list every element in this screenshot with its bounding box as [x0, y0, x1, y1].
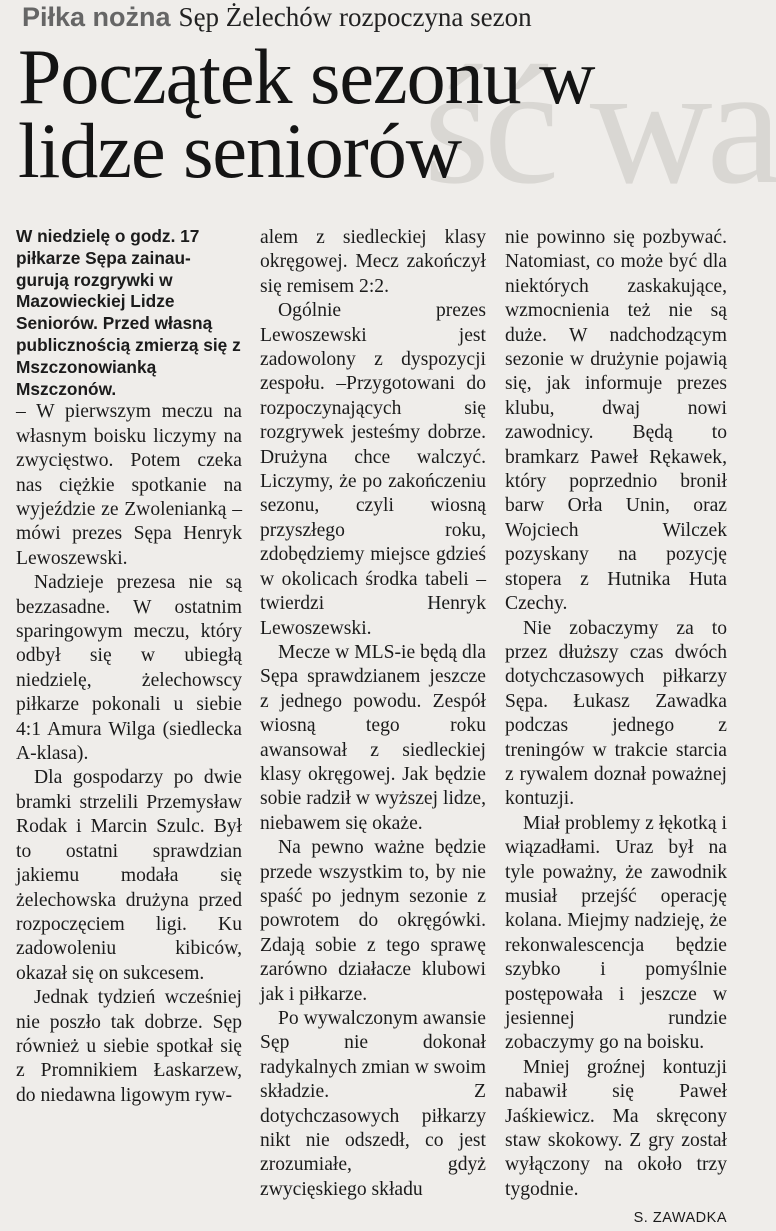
column-2	[260, 226, 486, 1202]
paragraph: Miał problemy z łękotką i wiązadłami. Uraz był na tyle poważny, że zawodnik musiał przejść operację kolana. Miejmy nadzieję, że rekonwalescencja będzie szybko i pomyślnie postępowała i jeszcze w jesiennej rundzie zobaczymy go na boisku.	[505, 812, 727, 1054]
paragraph: Ogólnie prezes Lewoszewski jest zadowolony z dyspozycji zespołu. –Przygotowani do rozpoczynających się rozgrywek jesteśmy dobrze. Drużyna chce walczyć. Liczymy, że po zakończeniu sezonu, czyli wiosną przyszłego roku, zdobędziemy miejsce gdzieś w okolicach środka tabeli – twierdzi Henryk Lewoszewski.	[260, 300, 486, 639]
paragraph: alem z siedleckiej klasy okręgowej. Mecz zakończył się remisem 2:2.	[260, 227, 486, 297]
section-label: Piłka nożna	[22, 2, 171, 32]
kicker	[22, 2, 532, 33]
column-3	[505, 226, 727, 1231]
headline: Początek sezonu w lidze seniorów	[18, 33, 595, 194]
paragraph: Mecze w MLS-ie będą dla Sępa sprawdzianem jeszcze z jednego powodu. Zespół wiosną tego roku awansował z siedleckiej klasy okręgowej. Jak będzie sobie radził w wyższej lidze, niebawem się okaże.	[260, 641, 486, 834]
lead-paragraph: W niedzielę o godz. 17 piłkarze Sępa zainau-gurują rozgrywki w Mazowieckiej Lidze Seniorów. Przed własną publicznością zmierzą się z Mszczonowianką Mszczonów.	[16, 226, 241, 399]
subject-label: Sęp Żelechów rozpoczyna sezon	[178, 2, 532, 32]
paragraph: Jednak tydzień wcześniej nie poszło tak dobrze. Sęp również u siebie spotkał się z Promnikiem Łaskarzew, do niedawna ligowym ryw-	[16, 987, 242, 1106]
paragraph: Nadzieje prezesa nie są bezzasadne. W ostatnim sparingowym meczu, który odbył się w ubiegłą niedzielę, żelechowscy piłkarze pokonali u siebie 4:1 Amura Wilga (siedlecka A-klasa).	[16, 572, 242, 765]
adjacent-page-bleed: ść wa	[423, 31, 776, 219]
paragraph: Na pewno ważne będzie przede wszystkim to, by nie spaść po jednym sezonie z powrotem do okręgówki. Zdają sobie z tego sprawę zarówno działacze klubowi jak i piłkarze.	[260, 837, 486, 1005]
paragraph: Nie zobaczymy za to przez dłuższy czas dwóch dotychczasowych piłkarzy Sępa. Łukasz Zawadka podczas jednego z treningów w trakcie starcia z rywalem doznał poważnej kontuzji.	[505, 617, 727, 810]
paragraph: – W pierwszym meczu na własnym boisku liczymy na zwycięstwo. Potem czeka nas ciężkie spotkanie na wyjeździe ze Zwolenianką – mówi prezes Sępa Henryk Lewoszewski.	[16, 401, 242, 569]
column-1	[16, 226, 242, 1108]
paragraph: Po wywalczonym awansie Sęp nie dokonał radykalnych zmian w swoim składzie. Z dotychczasowych piłkarzy nikt nie odszedł, co jest zrozumiałe, gdyż zwycięskiego składu	[260, 1008, 486, 1200]
paragraph: Dla gospodarzy po dwie bramki strzelili Przemysław Rodak i Marcin Szulc. Był to ostatni sprawdzian jakiemu modała się żelechowska drużyna przed rozpoczęciem ligi. Ku zadowoleniu kibiców, okazał się on sukcesem.	[16, 767, 242, 984]
paragraph: nie powinno się pozbywać. Natomiast, co może być dla niektórych zaskakujące, wzmocnienia też nie są duże. W nadchodzącym sezonie w drużynie pojawią się, jak informuje prezes klubu, dwaj nowi zawodnicy. Będą to bramkarz Paweł Rękawek, który poprzednio bronił barw Orła Unin, oraz Wojciech Wilczek pozyskany na pozycję stopera z Hutnika Huta Czechy.	[505, 227, 727, 615]
paragraph: Mniej groźnej kontuzji nabawił się Paweł Jaśkiewicz. Ma skręcony staw skokowy. Z gry został wyłączony na około trzy tygodnie.	[505, 1056, 727, 1200]
author-signature: S. ZAWADKA	[633, 1210, 727, 1227]
